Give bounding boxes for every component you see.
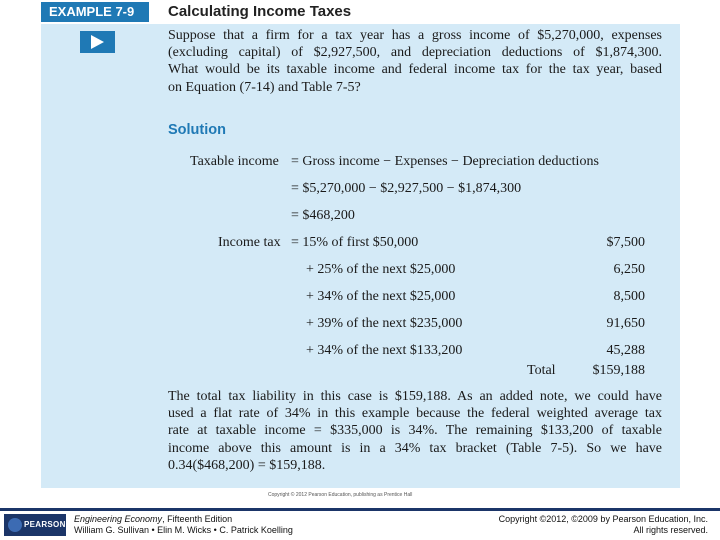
problem-statement — [168, 27, 662, 96]
solution-heading: Solution — [168, 122, 226, 138]
problem-line: on Equation (7-14) and Table 7-5? — [168, 79, 361, 95]
example-label: EXAMPLE 7-9 — [41, 2, 149, 22]
pearson-logo-icon — [8, 518, 22, 532]
bracket-amount: 45,288 — [606, 343, 645, 358]
note-line: 0.34($468,200) = $159,188. — [168, 457, 326, 473]
footer-rights-line: All rights reserved. — [633, 525, 708, 535]
solution-note — [168, 388, 662, 474]
bracket-line: = 15% of first $50,000 — [291, 235, 419, 250]
taxable-income-label: Taxable income — [190, 154, 279, 169]
footer-authors: William G. Sullivan • Elin M. Wicks • C. Patrick Koelling — [74, 525, 293, 535]
bracket-amount: 8,500 — [613, 289, 645, 304]
example-title: Calculating Income Taxes — [168, 3, 352, 20]
note-line: The total tax liability in this case is $159,188. As an added note, we could have — [168, 389, 662, 404]
footer-book-title: Engineering Economy — [74, 514, 163, 524]
bracket-line: + 25% of the next $25,000 — [306, 262, 456, 277]
problem-line: Suppose that a firm for a tax year has a gross income of $5,270,000, expenses — [168, 28, 662, 43]
income-tax-label: Income tax — [218, 235, 281, 250]
total-amount: $159,188 — [592, 363, 645, 378]
play-icon — [91, 35, 104, 49]
play-button[interactable] — [80, 31, 115, 53]
bracket-line: + 34% of the next $133,200 — [306, 343, 463, 358]
bracket-amount: 6,250 — [613, 262, 645, 277]
footer-book-info — [74, 514, 293, 536]
pearson-logo-text: PEARSON — [24, 520, 66, 529]
problem-line: (excluding capital) of $2,927,500, and depreciation deductions of $1,874,300. — [168, 45, 662, 61]
bracket-line: + 39% of the next $235,000 — [306, 316, 463, 331]
note-line: used a flat rate of 34% in this example because the federal weighted average tax — [168, 406, 662, 422]
bracket-line: + 34% of the next $25,000 — [306, 289, 456, 304]
footer-rule — [0, 508, 720, 511]
taxable-income-line: = Gross income − Expenses − Depreciation deductions — [291, 154, 599, 169]
footer-book-title-line — [74, 514, 293, 525]
bracket-amount: 91,650 — [606, 316, 645, 331]
note-line: income above this amount is in a 34% tax bracket (Table 7-5). So we have — [168, 440, 662, 456]
taxable-income-result: = $468,200 — [291, 208, 355, 223]
taxable-income-line: = $5,270,000 − $2,927,500 − $1,874,300 — [291, 181, 522, 196]
bracket-amount: $7,500 — [606, 235, 645, 250]
pearson-logo — [4, 514, 66, 536]
footer-copyright — [499, 514, 708, 536]
problem-line: What would be its taxable income and federal income tax for the tax year, based — [168, 62, 662, 78]
panel-credit: Copyright © 2012 Pearson Education, publishing as Prentice Hall — [268, 492, 413, 498]
note-line: rate at taxable income = $335,000 is 34%. The remaining $133,200 of taxable — [168, 423, 662, 439]
footer-book-edition: , Fifteenth Edition — [162, 514, 233, 524]
footer-copyright-line: Copyright ©2012, ©2009 by Pearson Education, Inc. — [498, 514, 708, 524]
total-label: Total — [527, 363, 556, 378]
